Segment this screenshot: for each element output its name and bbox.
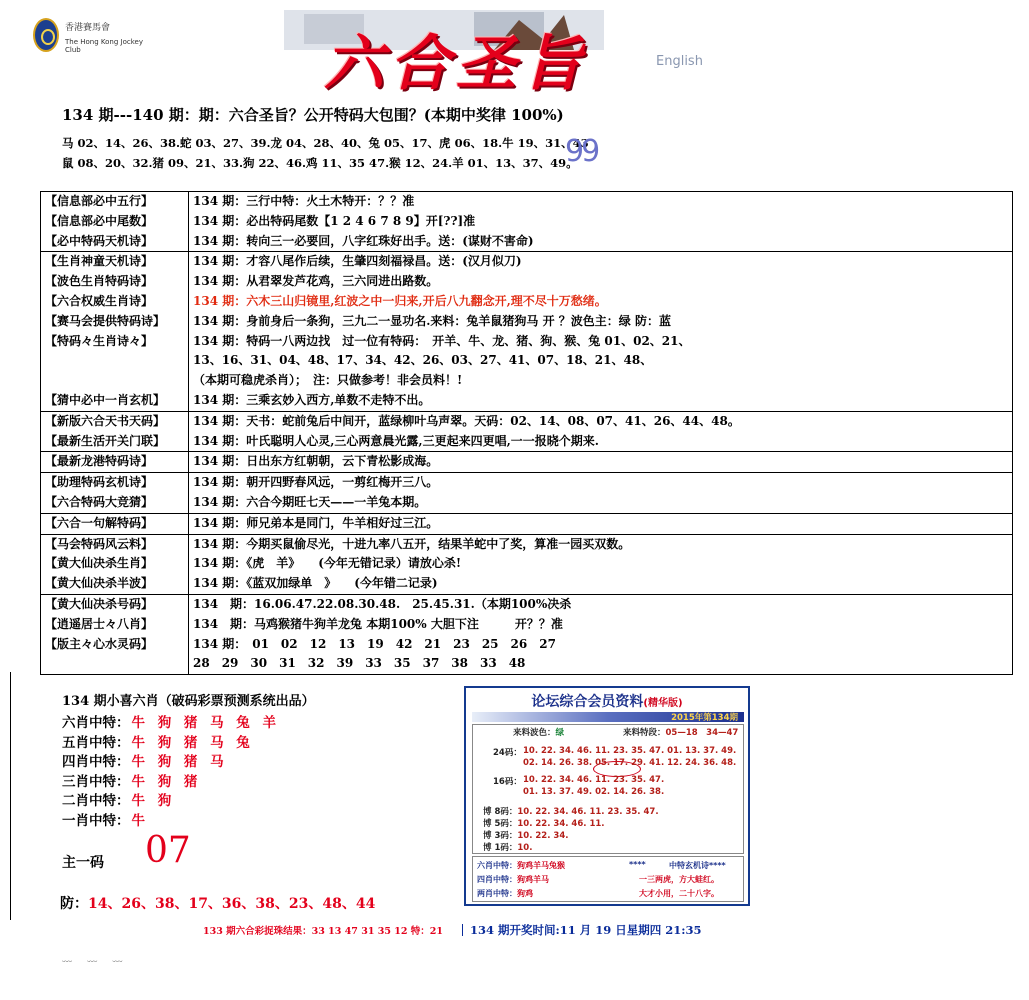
logo-chinese-name: 香港賽馬會 xyxy=(65,23,111,33)
c24-line-2: 02. 14. 26. 38. 05. 17. 29. 41. 12. 24. 36. 48. xyxy=(523,758,737,768)
jockey-club-logo xyxy=(33,14,143,58)
xiao-label: 三肖中特： xyxy=(62,773,130,790)
label-cell xyxy=(41,452,189,473)
jockey-emblem-icon xyxy=(33,18,59,52)
b8-label: 博 8码： xyxy=(483,807,518,817)
draw-time-text: 134 期开奖时间:11 月 19 日星期四 21:35 xyxy=(470,923,702,937)
row-label: 【六合特码大竞猜】 xyxy=(45,494,154,509)
c16-label: 16码： xyxy=(493,777,522,787)
stars: **** xyxy=(629,860,646,869)
row-text: 134 期：叶氏聪明人心灵,三心两意晨光露,三更起来四更唱,一一报晓个期来. xyxy=(193,433,599,448)
row-text: 134 期：日出东方红朝朝，云下青松影成海。 xyxy=(193,454,439,469)
row-text: 134 期：三乘玄妙入西方,单数不走特不出。 xyxy=(193,392,431,407)
xiao-value: 牛 狗 xyxy=(131,793,176,809)
row-text: 134 期：必出特码尾数【1 2 4 6 7 8 9】开[??]准 xyxy=(193,213,476,228)
label-cell xyxy=(41,411,189,452)
row-text: 134 期：六木三山归镜里,红波之中一归来,开后八九翻念开,理不尽十万愁绪。 xyxy=(193,293,607,308)
row-label: 【六合权威生肖诗】 xyxy=(45,293,154,308)
zodiac-line-2: 鼠 08、20、32.猪 09、21、33.狗 22、46.鸡 11、35 47.猴 12、24.羊 01、13、37、49。 xyxy=(62,156,578,170)
row-text: 134 期：特码一八两边找 过一位有特码： 开羊、牛、龙、猪、狗、猴、兔 01、02、21、 xyxy=(193,333,691,348)
row-label: 【黄大仙决杀半波】 xyxy=(45,576,154,591)
row-label xyxy=(45,351,184,371)
b1-value: 10. xyxy=(517,843,533,853)
text-cell xyxy=(189,513,1013,534)
card-inner xyxy=(472,724,744,854)
table-group xyxy=(41,192,1013,252)
row-text: 134 期：从君翠发芦花鸡，三六同进出路数。 xyxy=(193,274,439,289)
c24-label: 24码： xyxy=(493,748,522,758)
xiao-row xyxy=(62,789,175,809)
card-edition: (精华版) xyxy=(643,698,683,709)
row-label: 【逍遥居士々八肖】 xyxy=(45,616,154,631)
row-text: （本期可稳虎杀肖）； 注：只做参考！非会员料！! xyxy=(193,373,463,388)
row-label: 【特码々生肖诗々】 xyxy=(45,333,154,348)
four-label: 四肖中特： xyxy=(477,875,517,884)
row-text: 28 29 30 31 32 39 33 35 37 38 33 48 xyxy=(193,656,526,671)
card-title-text: 论坛综合会员资料 xyxy=(531,694,644,710)
special-value: 05—18 34—47 xyxy=(665,728,739,738)
row-text: 134 期：16.06.47.22.08.30.48. 25.45.31.（本期100%决杀 xyxy=(193,596,572,611)
xiao-row xyxy=(62,770,201,790)
banner-title: 六合圣旨 xyxy=(324,29,588,99)
card-period: 2015年第134期 xyxy=(671,713,738,723)
b5-label: 博 5码： xyxy=(483,819,518,829)
table-group xyxy=(41,594,1013,674)
table-group xyxy=(41,534,1013,594)
row-label: 【信息部必中五行】 xyxy=(45,194,154,208)
result-line: 133 期六合彩捉珠结果：33 13 47 31 35 12 特：21 xyxy=(203,926,444,937)
xiao-value: 牛 xyxy=(131,812,149,829)
row-label: 【新版六合天书天码】 xyxy=(45,413,166,428)
stamp-mark: 99 xyxy=(565,134,598,169)
row-label: 【必中特码天机诗】 xyxy=(45,233,154,248)
row-label: 【黄大仙决杀号码】 xyxy=(45,596,154,611)
row-text: 134 期：朝开四野春风远，一剪红梅开三八。 xyxy=(193,475,439,490)
text-cell xyxy=(189,252,1013,411)
poem-line-2: 大才小用，二十八字。 xyxy=(639,889,719,898)
row-text: 13、16、31、04、48、17、34、42、26、03、27、41、07、18、21、48、 xyxy=(193,353,653,368)
row-label: 【马会特码风云料】 xyxy=(45,536,154,551)
c16-line-1: 10. 22. 34. 46. 11. 23. 35. 47. xyxy=(523,775,665,785)
text-cell xyxy=(189,473,1013,514)
english-link[interactable]: English xyxy=(656,54,703,69)
row-label: 【最新龙港特码诗】 xyxy=(45,454,154,469)
row-label: 【信息部必中尾数】 xyxy=(45,213,154,228)
fang-value: 14、26、38、17、36、38、23、48、44 xyxy=(88,896,376,912)
info-table xyxy=(40,191,1013,675)
logo-english-name: The Hong Kong Jockey Club xyxy=(65,38,143,54)
row-label: 【最新生活开关门联】 xyxy=(45,433,166,448)
zhu-label: 主一码 xyxy=(62,855,104,871)
b3-value: 10. 22. 34. xyxy=(517,831,569,841)
row-label xyxy=(45,654,184,674)
card-bottom xyxy=(472,856,744,902)
label-cell xyxy=(41,534,189,594)
forum-card xyxy=(464,686,750,906)
xiao-title: 134 期小喜六肖（破码彩票预测系统出品） xyxy=(62,694,315,709)
table-group xyxy=(41,452,1013,473)
table-group xyxy=(41,473,1013,514)
b1-label: 博 1码： xyxy=(483,843,518,853)
b8-value: 10. 22. 34. 46. 11. 23. 35. 47. xyxy=(517,807,659,817)
xiao-value: 牛 狗 猪 xyxy=(131,773,202,790)
row-text: 134 期：六合今期旺七天——一羊兔本期。 xyxy=(193,494,427,509)
label-cell xyxy=(41,473,189,514)
poem-line-1: 一三两虎，方大蛙红。 xyxy=(639,875,719,884)
xiao-label: 六肖中特： xyxy=(62,715,130,731)
xiao-label: 五肖中特： xyxy=(62,734,130,751)
text-cell xyxy=(189,411,1013,452)
text-cell xyxy=(189,534,1013,594)
row-label: 【生肖神童天机诗】 xyxy=(45,254,154,269)
label-cell xyxy=(41,252,189,411)
poem-label: 中特玄机诗**** xyxy=(669,861,726,870)
row-label: 【波色生肖特码诗】 xyxy=(45,274,154,289)
xiao-value: 牛 狗 猪 马 xyxy=(131,754,228,770)
six-label: 六肖中特： xyxy=(477,861,517,870)
row-text: 134 期：三行中特：火土木特开：？？准 xyxy=(193,194,415,208)
xiao-value: 牛 狗 猪 马 兔 羊 xyxy=(131,715,280,731)
xiao-label: 一肖中特： xyxy=(62,812,130,829)
fang-line xyxy=(60,893,375,913)
zodiac-line-1: 马 02、14、26、38.蛇 03、27、39.龙 04、28、40、兔 05、17、虎 06、18.牛 19、31、43 xyxy=(62,136,589,150)
fang-label: 防： xyxy=(60,896,88,912)
headline: 134 期---140 期：期：六合圣旨？公开特码大包围？(本期中奖律 100%) xyxy=(62,106,564,124)
text-cell xyxy=(189,594,1013,674)
xiao-row xyxy=(62,809,149,829)
b5-value: 10. 22. 34. 46. 11. xyxy=(517,819,605,829)
draw-time xyxy=(462,922,702,938)
row-label: 【猜中必中一肖玄机】 xyxy=(45,392,166,407)
two-value: 狗鸡 xyxy=(517,889,533,898)
zhu-value: 07 xyxy=(145,830,191,871)
row-label: 【版主々心水灵码】 xyxy=(45,636,154,651)
row-text: 134 期：转向三一必要回，八字红珠好出手。送：(谋财不害命) xyxy=(193,233,534,248)
info-table-body xyxy=(41,192,1013,675)
row-text: 134 期：《蓝双加绿单 》 (今年错二记录) xyxy=(193,576,438,591)
xiao-value: 牛 狗 猪 马 兔 xyxy=(131,734,254,751)
text-cell xyxy=(189,452,1013,473)
row-text: 134 期：今期买鼠偷尽光，十进九率八五开，结果羊蛇中了奖，算准一园买双数。 xyxy=(193,536,631,551)
special-label: 来料特段： xyxy=(623,728,666,738)
row-text: 134 期：天书：蛇前兔后中间开，蓝绿柳叶乌声翠。天码：02、14、08、07、41、26、44、48。 xyxy=(193,413,740,428)
bottom-scribble: ﹏ ﹏ ﹏ xyxy=(62,953,129,964)
table-group xyxy=(41,513,1013,534)
two-label: 两肖中特： xyxy=(477,889,517,898)
xiao-label: 二肖中特： xyxy=(62,793,130,809)
row-text: 134 期： 01 02 12 13 19 42 21 23 25 26 27 xyxy=(193,636,556,651)
wave-value: 绿 xyxy=(555,728,565,738)
table-group xyxy=(41,252,1013,411)
row-label: 【六合一句解特码】 xyxy=(45,515,154,530)
card-title xyxy=(466,691,748,711)
row-label: 【黄大仙决杀生肖】 xyxy=(45,556,154,571)
left-divider xyxy=(10,672,11,920)
label-cell xyxy=(41,594,189,674)
row-text: 134 期：身前身后一条狗，三九二一显功名.来料：兔羊鼠猪狗马 开 ？波色主：绿 防：蓝 xyxy=(193,313,671,328)
six-value: 狗鸡羊马兔猴 xyxy=(517,861,565,870)
wave-label: 来料波色： xyxy=(513,728,556,738)
row-text: 134 期：才容八尾作后续，生肇四刻福禄昌。送：(汉月似刀) xyxy=(193,254,522,269)
xiao-row xyxy=(62,750,228,770)
row-label: 【赛马会提供特码诗】 xyxy=(45,313,166,328)
b3-label: 博 3码： xyxy=(483,831,518,841)
label-cell xyxy=(41,192,189,252)
xiao-row xyxy=(62,711,280,731)
four-value: 狗鸡羊马 xyxy=(517,875,549,884)
label-cell xyxy=(41,513,189,534)
row-text: 134 期：马鸡猴猪牛狗羊龙兔 本期100% 大胆下注 开？？准 xyxy=(193,616,563,631)
text-cell xyxy=(189,192,1013,252)
c16-line-2: 01. 13. 37. 49. 02. 14. 26. 38. xyxy=(523,787,665,797)
c24-line-1: 10. 22. 34. 46. 11. 23. 35. 47. 01. 13. 37. 49. xyxy=(523,746,737,756)
row-text: 134 期：《虎 羊》 (今年无错记录）请放心杀! xyxy=(193,556,462,571)
row-label xyxy=(45,371,184,391)
row-label: 【助理特码玄机诗】 xyxy=(45,475,154,490)
xiao-row xyxy=(62,731,254,751)
banner xyxy=(244,10,629,99)
xiao-label: 四肖中特： xyxy=(62,754,130,770)
row-text: 134 期：师兄弟本是同门，牛羊相好过三江。 xyxy=(193,515,439,530)
table-group xyxy=(41,411,1013,452)
